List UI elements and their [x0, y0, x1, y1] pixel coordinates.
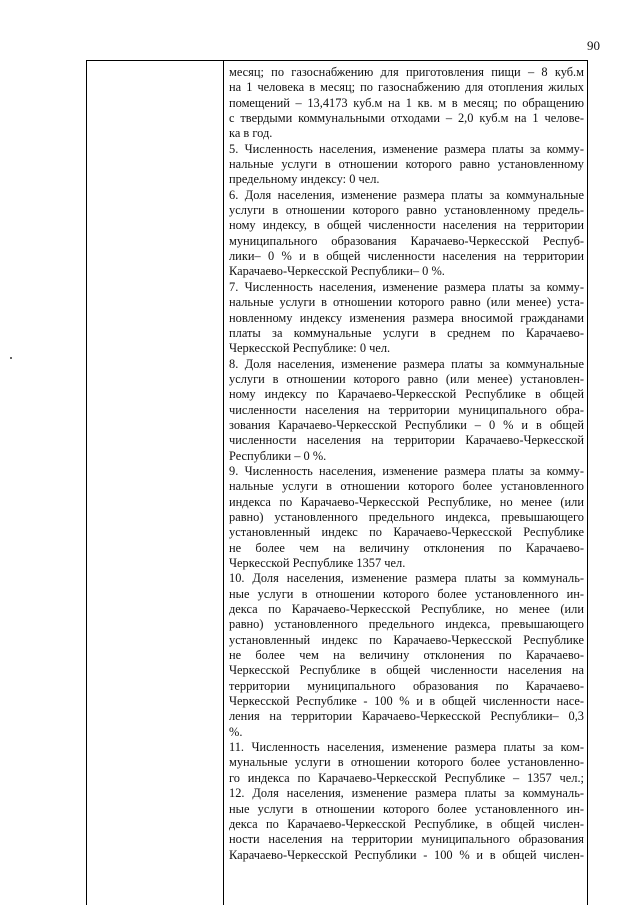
text-line: ка в год. [229, 126, 273, 141]
text-line: 6. Доля населения, изменение размера платы за коммунальные [229, 187, 584, 202]
text-line: 9. Численность населения, изменение размера платы за комму- [229, 463, 584, 478]
text-line: лики– 0 % и в общей численности населения на территории [229, 249, 584, 264]
text-line: не более чем на величину отклонения по Карачаево- [229, 540, 584, 555]
text-line: помещений – 13,4173 куб.м на 1 кв. м в месяц; по обращению [229, 95, 584, 110]
text-line: численности населения на территории муниципального обра- [229, 402, 584, 417]
text-line: на 1 человека в месяц; по газоснабжению для отопления жилых [229, 80, 584, 95]
table-right-cell [224, 61, 587, 905]
text-line: равно) установленного предельного индекса, превышающего [229, 509, 584, 524]
text-line: ные услуги в отношении которого более установленного ин- [229, 801, 584, 816]
text-line: %. [229, 724, 243, 739]
text-line: услуги в отношении которого равно установленному предель- [229, 203, 584, 218]
table-left-cell [87, 61, 224, 905]
text-line: 7. Численность населения, изменение размера платы за комму- [229, 279, 584, 294]
text-line: Черкесской Республике в общей численности населения на [229, 663, 584, 678]
text-line: мунальные услуги в отношении которого более установленно- [229, 755, 584, 770]
page-number: 90 [587, 38, 600, 53]
text-line: Республики – 0 %. [229, 448, 327, 463]
text-line: ному индексу по Карачаево-Черкесской Республике в общей [229, 387, 584, 402]
text-line: ления на территории Карачаево-Черкесской Республики– 0,3 [229, 709, 584, 724]
text-line: 5. Численность населения, изменение размера платы за комму- [229, 141, 584, 156]
text-line: с твердыми коммунальными отходами – 2,0 куб.м на 1 челове- [229, 111, 584, 126]
text-line: декса по Карачаево-Черкесской Республике, в общей числен- [229, 816, 584, 831]
text-line: ному индексу, в общей численности населения на территории [229, 218, 584, 233]
text-line: установленный индекс по Карачаево-Черкесской Республике [229, 525, 584, 540]
text-line: муниципального образования Карачаево-Черкесской Респуб- [229, 233, 584, 248]
text-line: Карачаево-Черкесской Республики– 0 %. [229, 264, 445, 279]
text-line: ные услуги в отношении которого более установленного ин- [229, 586, 584, 601]
text-line: платы за коммунальные услуги в среднем по Карачаево- [229, 325, 584, 340]
text-line: нальные услуги в отношении которого равно установленному [229, 157, 584, 172]
text-line: Карачаево-Черкесской Республики - 100 % и в общей числен- [229, 847, 584, 862]
text-line: Черкесской Республике 1357 чел. [229, 556, 406, 570]
text-line: 11. Численность населения, изменение размера платы за ком- [229, 740, 584, 755]
text-line: 8. Доля населения, изменение размера платы за коммунальные [229, 356, 584, 371]
text-line: численности населения на территории Карачаево-Черкесской [229, 433, 584, 448]
text-line: не более чем на величину отклонения по Карачаево- [229, 648, 584, 663]
text-line: декса по Карачаево-Черкесской Республике, но менее (или [229, 602, 584, 617]
text-line: ности населения на территории муниципального образования [229, 832, 584, 847]
text-line: предельному индексу: 0 чел. [229, 172, 380, 187]
text-line: нальные услуги в отношении которого равно (или менее) уста- [229, 295, 584, 310]
text-line: равно) установленного предельного индекса, превышающего [229, 617, 584, 632]
text-line: го индекса по Карачаево-Черкесской Республике – 1357 чел.; [229, 770, 584, 785]
margin-mark [10, 357, 12, 359]
text-line: услуги в отношении которого равно (или менее) установлен- [229, 371, 584, 386]
text-line: Черкесской Республике - 100 % и в общей численности насе- [229, 694, 584, 709]
text-line: установленный индекс по Карачаево-Черкесской Республике [229, 632, 584, 647]
document-table [86, 60, 588, 905]
text-line: зования Карачаево-Черкесской Республики – 0 % и в общей [229, 417, 584, 432]
text-line: Черкесской Республике: 0 чел. [229, 341, 391, 356]
text-line: 10. Доля населения, изменение размера платы за коммуналь- [229, 571, 584, 586]
text-line: 12. Доля населения, изменение размера платы за коммуналь- [229, 786, 584, 801]
text-line: индекса по Карачаево-Черкесской Республике, но менее (или [229, 494, 584, 509]
text-line: нальные услуги в отношении которого более установленного [229, 479, 584, 494]
text-line: новленному индексу изменения размера вносимой гражданами [229, 310, 584, 325]
text-line: территории муниципального образования по Карачаево- [229, 678, 584, 693]
text-line: месяц; по газоснабжению для приготовления пищи – 8 куб.м [229, 65, 584, 79]
